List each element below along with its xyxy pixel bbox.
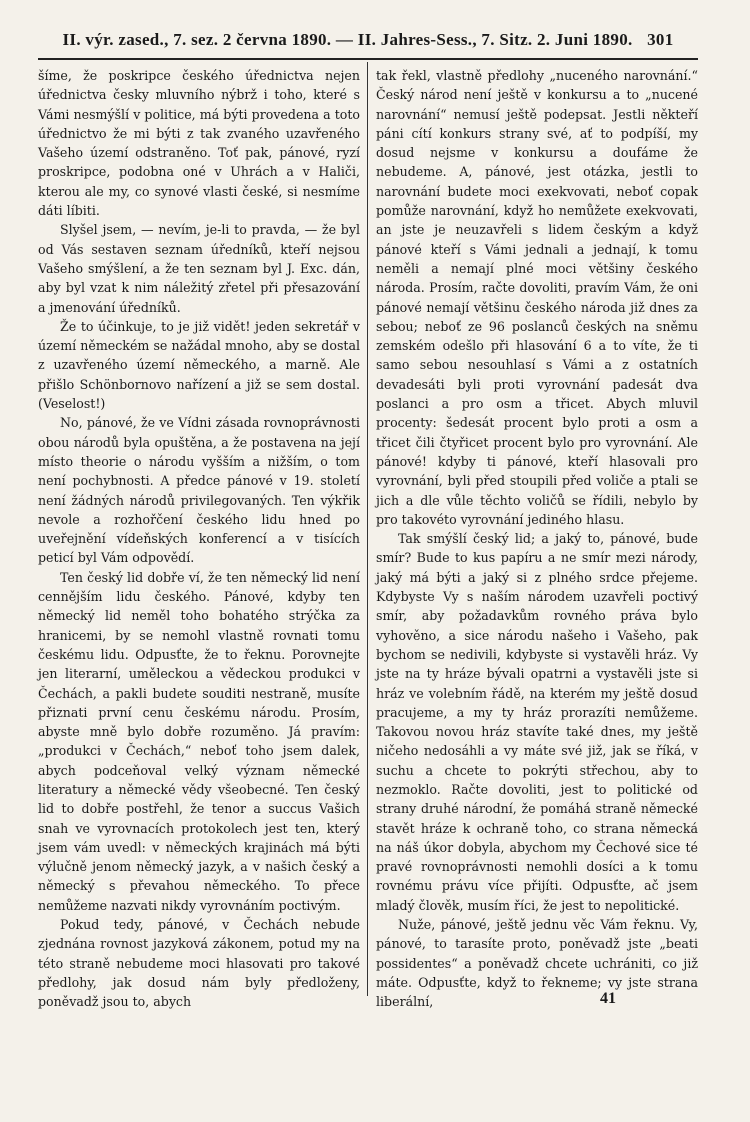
page-number: 301 bbox=[647, 30, 674, 49]
paragraph: Že to účinkuje, to je již vidět! jeden sekretář v území německém se nažádal mnoho, aby se dostal z uzavřeného území německého, a marně. Ale přišlo Schönbornovo nařízení a již se sem dostal. (Veselost!) bbox=[38, 318, 360, 412]
paragraph: šíme, že poskripce českého úřednictva nejen úřednictva česky mluvního nýbrž i toho, které s Vámi nesmýšlí v politice, má býti provedena a toto úřednictvo že mi býti z tak zvaného uzavřeného Vašeho území odstraněno. Toť pak, pánové, ryzí proskripce, podobna oné v Uhrách a v Haliči, kterou ale my, co synové vlasti české, si nesmíme dáti líbiti. bbox=[38, 68, 360, 219]
paragraph: Ten český lid dobře ví, že ten německý lid není cennějším lidu českého. Pánové, kdyby ten německý lid neměl toho bohatého strýčka za hranicemi, by se nemohl vlastně rovnati tomu českému lidu. Odpusťte, že to řeknu. Porovnejte jen literarní, uměleckou a vědeckou produkci v Čechách, a pakli budete souditi nestraně, musíte přiznati první cenu českému národu. Prosím, abyste mně bylo dobře rozuměno. Já pravím: „produkci v Čechách,“ neboť toho jsem dalek, abych podceňoval velký význam německé literatury a německé vědy všeobecné. Ten český lid to dobře postřehl, že tenor a succus Vašich snah ve vyrovnacích protokolech jest ten, který jsem vám uvedl: v německých krajinách má býti výlučně jenom německý jazyk, a v našich český a německý s převahou německého. To přece nemůžeme nazvati nikdy vyrovnáním poctivým. bbox=[38, 569, 360, 913]
paragraph: Nuže, pánové, ještě jednu věc Vám řeknu. Vy, pánové, to tarasíte proto, poněvadž jste „beati possidentes“ a poněvadž chcete uchrániti, co již máte. Odpusťte, když to řekneme; vy jste strana liberální, bbox=[376, 917, 698, 1010]
header-czech: II. výr. zased., 7. sez. 2 června 1890. bbox=[62, 30, 332, 49]
column-divider bbox=[367, 62, 368, 996]
paragraph: No, pánové, že ve Vídni zásada rovnoprávnosti obou národů byla opuštěna, a že postavena na její místo theorie o národu vyšším a nižším, o tom není pochybnosti. A předce pánové v 19. století není žádných národů privilegovaných. Ten výkřik nevole a rozhořčení českého lidu hned po uveřejnění vídeňských konferencí a v tisících peticí byl Vám odpovědí. bbox=[38, 415, 360, 566]
signature-number: 41 bbox=[600, 990, 616, 1007]
left-column bbox=[38, 66, 360, 1012]
header-separator: — bbox=[335, 30, 354, 49]
paragraph: tak řekl, vlastně předlohy „nuceného narovnání.“ Český národ není ještě v konkursu a to „nucené narovnání“ nemusí ještě podepsat. Jestli někteří páni cítí konkurs strany své, ať to podpíší, my dosud nejsme v konkursu a doufáme že nebudeme. A, pánové, jest otázka, jestli to narovnání budete moci exekvovati, neboť copak pomůže narovnání, když ho nemůžete exekvovati, an jste je neuzavřeli s lidem českým a když pánové kteří s Vámi jednali a jednají, k tomu neměli a nemají plné moci většiny českého národa. Prosím, račte dovoliti, pravím Vám, že oni pánové nemají většinu českého národa již dnes za sebou; neboť ze 96 poslanců českých na sněmu zemském odešlo při hlasování 6 a to víte, že ti samo sebou nesouhlasí s Vámi a z ostatních devadesáti byli proti vyrovnání padesát dva poslanci a pro osm a třicet. Abych mluvil procenty: šedesát procent bylo proti a osm a třicet čili čtyřicet procent bylo pro vyrovnání. Ale pánové! kdyby ti pánové, kteří hlasovali pro vyrovnání, byli před stoupili před voliče a ptali se jich a dle vůle těchto voličů se řídili, nebylo by pro takovéto vyrovnání jediného hlasu. bbox=[376, 68, 698, 527]
running-header bbox=[38, 30, 698, 50]
paragraph: Slyšel jsem, — nevím, je-li to pravda, — že byl od Vás sestaven seznam úředníků, kteří nejsou Vašeho smýšlení, a že ten seznam byl J. Exc. dán, aby byl vzat k nim náležitý zřetel při přesazování a jmenování úředníků. bbox=[38, 222, 360, 315]
header-rule bbox=[38, 58, 698, 60]
paragraph: Tak smýšlí český lid; a jaký to, pánové, bude smír? Bude to kus papíru a ne smír mezi národy, jaký má býti a jaký si z plného srdce přejeme. Kdybyste Vy s naším národem uzavřeli poctivý smír, aby požadavkům rovného práva bylo vyhověno, a sice národu našeho i Vašeho, pak bychom se nedivili, kdybyste si vystavěli hráz. Vy jste na ty hráze bývali opatrni a vystavěli jste si hráz ve volebním řádě, na kterém my ještě dosud pracujeme, a my ty hráz prorazíti nemůžeme. Takovou novou hráz stavíte také dnes, my ještě ničeho nedosáhli a vy máte své již, jak se říká, v suchu a chcete to pokrýti střechou, aby to nezmoklo. Račte dovoliti, jest to politické od strany druhé národní, že pomáhá straně německé stavět hráze k ochraně toho, co strana německá na náš úkor dobyla, abychom my Čechové sice té pravé rovnoprávnosti nemohli dosíci a k tomu rovnému právu více přijíti. Odpusťte, ač jsem mladý člověk, musím říci, že jest to nepolitické. bbox=[376, 531, 698, 913]
header-german: II. Jahres-Sess., 7. Sitz. 2. Juni 1890. bbox=[357, 30, 633, 49]
right-column bbox=[376, 66, 698, 1012]
paragraph: Pokud tedy, pánové, v Čechách nebude zjednána rovnost jazyková zákonem, potud my na této straně nebudeme moci hlasovati pro takové předlohy, jak dosud nám byly předloženy, poněvadž jsou to, abych bbox=[38, 917, 360, 1010]
